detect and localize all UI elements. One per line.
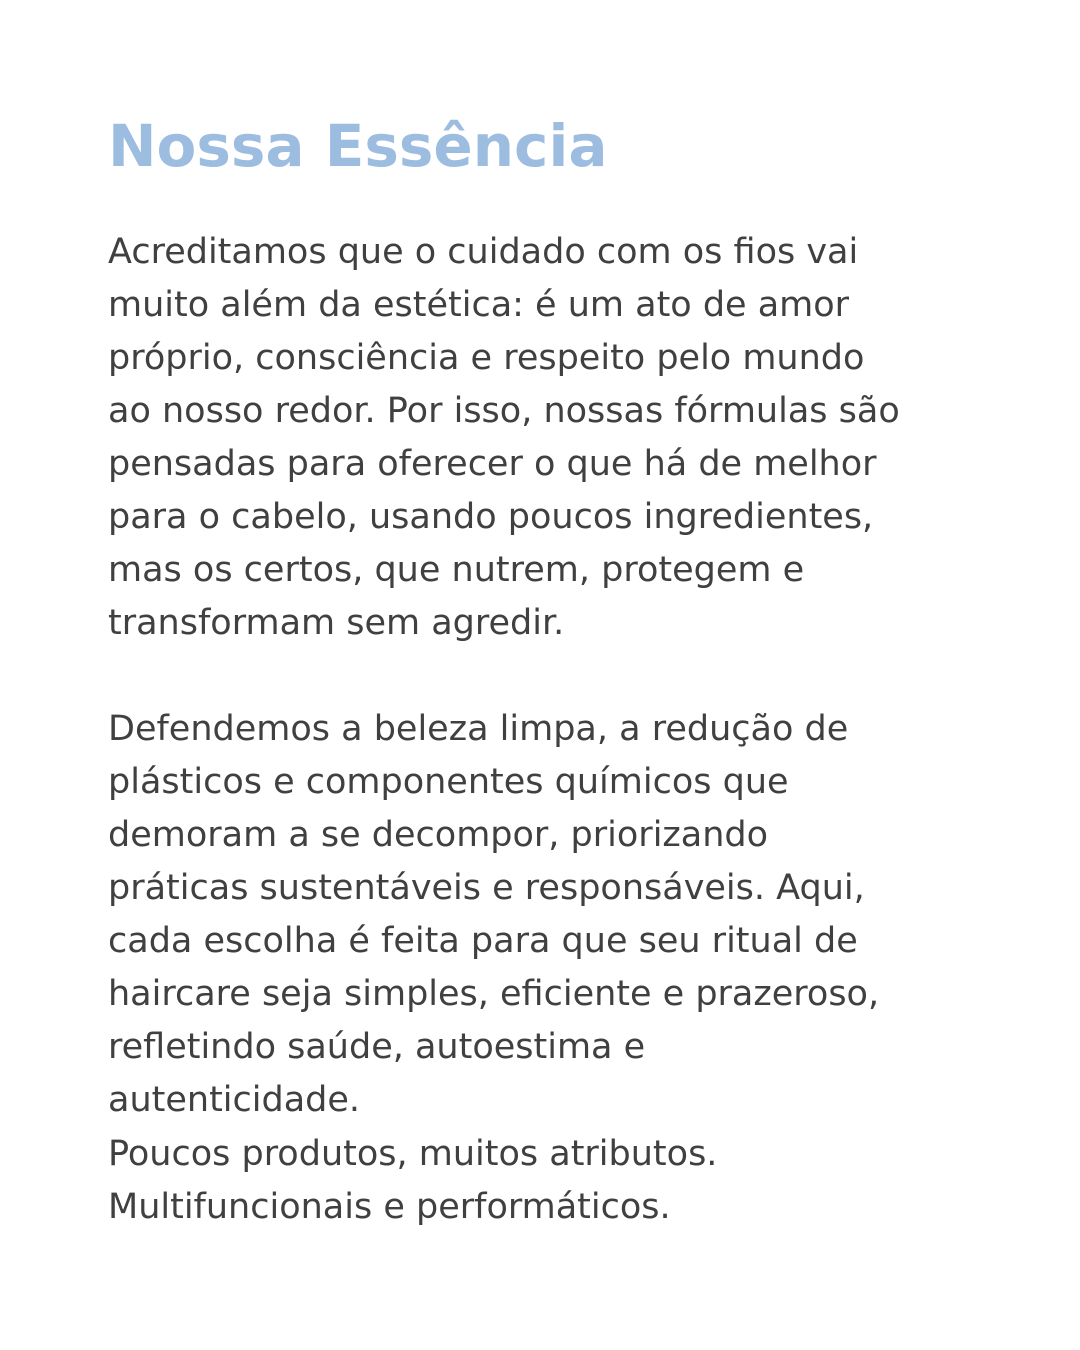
paragraph-line: práticas sustentáveis e responsáveis. Aqui, (108, 868, 865, 908)
paragraph-line: ao nosso redor. Por isso, nossas fórmulas são (108, 391, 900, 431)
paragraph-line: demoram a se decompor, priorizando (108, 815, 769, 855)
paragraph-line: pensadas para oferecer o que há de melhor (108, 444, 877, 484)
paragraph-line: Acreditamos que o cuidado com os fios vai (108, 232, 859, 272)
closing-statement (108, 1128, 1008, 1234)
paragraph-line: transformam sem agredir. (108, 603, 565, 643)
page-title: Nossa Essência (108, 112, 608, 180)
paragraph-values (108, 703, 1008, 1127)
closing-line: Multifuncionais e performáticos. (108, 1187, 671, 1227)
paragraph-line: próprio, consciência e respeito pelo mundo (108, 338, 865, 378)
paragraph-line: muito além da estética: é um ato de amor (108, 285, 850, 325)
paragraph-line: cada escolha é feita para que seu ritual de (108, 921, 858, 961)
paragraph-line: para o cabelo, usando poucos ingredientes, (108, 497, 874, 537)
paragraph-line: haircare seja simples, eficiente e prazeroso, (108, 974, 880, 1014)
paragraph-line: autenticidade. (108, 1080, 361, 1120)
paragraph-essence (108, 226, 1008, 650)
paragraph-line: Defendemos a beleza limpa, a redução de (108, 709, 849, 749)
closing-line: Poucos produtos, muitos atributos. (108, 1134, 718, 1174)
paragraph-line: refletindo saúde, autoestima e (108, 1027, 646, 1067)
paragraph-line: mas os certos, que nutrem, protegem e (108, 550, 805, 590)
paragraph-line: plásticos e componentes químicos que (108, 762, 789, 802)
